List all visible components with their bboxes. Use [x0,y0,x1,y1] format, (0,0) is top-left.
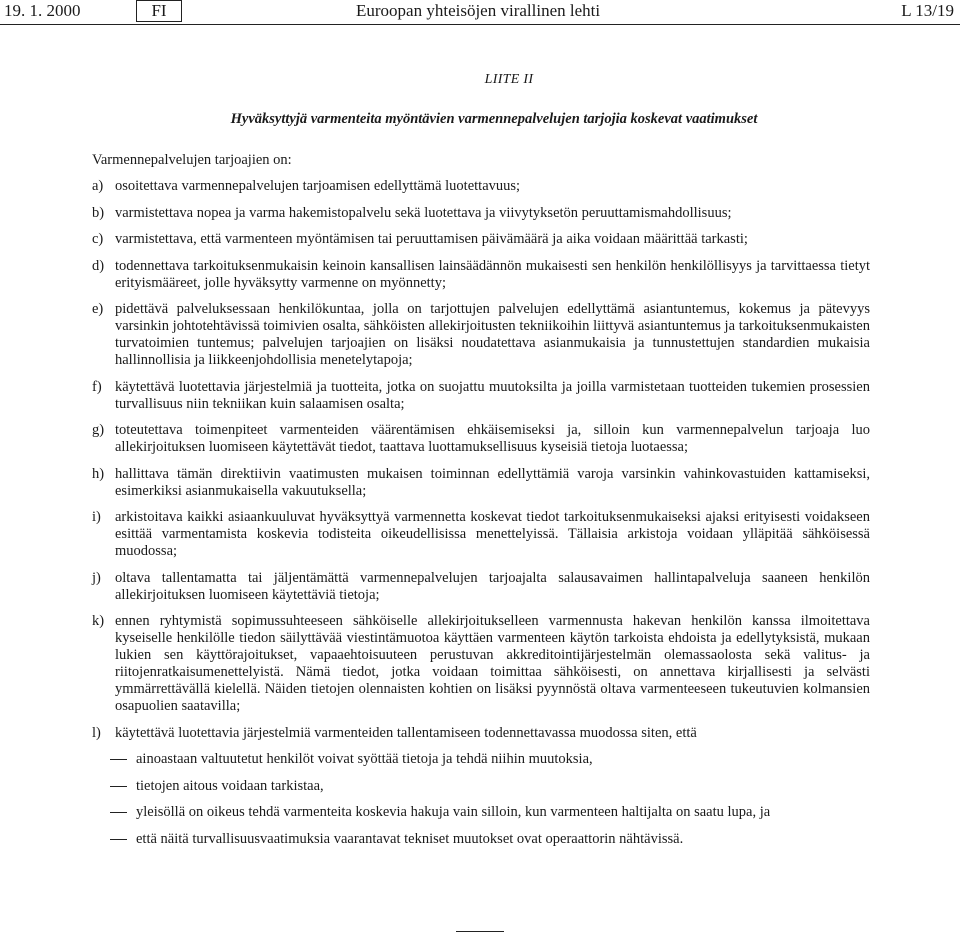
item-marker: c) [92,231,104,247]
item-text: varmistettava, että varmenteen myöntämisen tai peruuttamisen päivämäärä ja aika voidaan määrittää tarkasti; [115,231,748,247]
item-marker: g) [92,422,105,438]
item-text: oltava tallentamatta tai jäljentämättä varmennepalvelujen tarjoajalta salausavaimen hallintapalveluja saaneen henkilön allekirjoituksen luomiseen käytettäviä tietoja; [115,569,870,603]
item-marker: e) [92,301,104,317]
item-marker: h) [92,465,105,482]
item-text: arkistoitava kaikki asiaankuuluvat hyväksyttyä varmennetta koskevat tiedot tarkoituksenmukaiseksi ajaksi erityisesti voidakseen esittää varmentamista koskevia todisteita oikeudellisissa menettelyissä. Tällaisia arkistoja voidaan ylläpitää sähköisessä muodossa; [115,509,870,559]
list-item [92,231,870,248]
item-text: toteutettava toimenpiteet varmenteiden väärentämisen ehkäisemiseksi ja, silloin kun varmennepalvelun tarjoaja luo allekirjoituksen luomiseen käytettävät tiedot, taattava luottamuksellisuus kyseisiä tietoja luotaessa; [115,422,870,455]
sub-item-text: yleisöllä on oikeus tehdä varmenteita koskevia hakuja vain silloin, kun varmenteen haltijalta on saatu lupa, ja [136,804,771,820]
sub-list-item [92,831,870,848]
language-code-box: FI [136,0,182,22]
list-item [92,205,870,222]
item-marker: f) [92,378,102,395]
item-marker: k) [92,613,105,629]
item-text: ennen ryhtymistä sopimussuhteeseen sähköiselle allekirjoitukselleen varmennusta hakevan henkilön kanssa ilmoitettava kyseiselle henkilölle tiedon säilyttävää viestintämuotoa käyttäen varmenteen käytön tarkoista ehdoista ja edellytyksistä, mukaan lukien sen käyttörajoitukset, vapaaehtoisuuteen perustuvan akkreditointijärjestelmän olemassaolosta sekä valitus- ja riitojenratkaisumenettelyistä. Nämä tiedot, jotka voidaan toimittaa sähköisesti, on annettava kirjallisesti ja selvästi ymmärrettävällä kielellä. Näiden tietojen olennaisten kohtien on lisäksi pyynnöstä oltava varmenteeseen tukeutuvien kolmansien osapuolien saatavilla; [115,613,870,714]
list-item [92,301,870,369]
sub-item-text: ainoastaan valtuutetut henkilöt voivat syöttää tietoja ja tehdä niihin muutoksia, [136,751,593,767]
item-text: todennettava tarkoituksenmukaisin keinoin kansallisen lainsäädännön mukaisesti sen henkilön henkilöllisyys ja tarvittaessa tietyt erityismääreet, jolle hyväksytty varmenne on myönnetty; [115,257,870,291]
journal-title: Euroopan yhteisöjen virallinen lehti [356,1,601,20]
item-marker: b) [92,204,105,221]
requirements-list [92,178,870,857]
page-reference: L 13/19 [901,1,954,20]
end-divider [456,931,504,932]
publication-date: 19. 1. 2000 [4,1,81,20]
item-marker: l) [92,724,101,741]
sub-list-item [92,751,870,768]
item-marker: a) [92,178,104,194]
sub-list-item [92,804,870,821]
list-item [92,613,870,715]
dash-marker [110,759,127,760]
sub-item-text: tietojen aitous voidaan tarkistaa, [136,777,324,794]
list-item [92,509,870,560]
header-divider [0,24,960,25]
list-item [92,422,870,456]
item-marker: d) [92,257,105,274]
list-item [92,379,870,413]
dash-marker [110,839,127,840]
item-text: käytettävä luotettavia järjestelmiä ja tuotteita, jotka on suojattu muutoksilta ja joilla varmistetaan tuotteiden tukemien prosessien turvallisuus niin tekniikan kuin salaamisen osalta; [115,378,870,412]
list-item [92,258,870,292]
item-text: pidettävä palveluksessaan henkilökuntaa, jolla on tarjottujen palvelujen edellyttämä asiantuntemus, kokemus ja pätevyys varsinkin johtotehtävissä toimivien osalta, sähköisten allekirjoitusten tekniikoihin liittyvä asiantuntemus ja tarkoituksenmukaisten turvatoimien tuntemus; palvelujen tarjoajien on lisäksi noudatettava asianmukaisia ja tunnustettujen standardien mukaisia hallinnollisia ja liikkeenjohdollisia menetelytapoja; [115,301,870,368]
annex-label: LIITE II [484,72,534,87]
item-marker: j) [92,569,101,586]
item-text: hallittava tämän direktiivin vaatimusten mukaisen toiminnan edellyttämiä varoja varsinkin vahinkovastuiden kattamiseksi, esimerkiksi asianmukaisella vakuutuksella; [115,465,870,499]
dash-marker [110,786,127,787]
document-title: Hyväksyttyjä varmenteita myöntävien varmennepalvelujen tarjojia koskevat vaatimukset [230,111,758,127]
dash-marker [110,812,127,813]
list-item [92,725,870,742]
item-marker: i) [92,509,101,525]
item-text: varmistettava nopea ja varma hakemistopalvelu sekä luotettava ja viivytyksetön peruuttamismahdollisuus; [115,204,732,221]
item-text: osoitettava varmennepalvelujen tarjoamisen edellyttämä luotettavuus; [115,178,521,194]
sub-list-item [92,778,870,795]
list-item [92,466,870,500]
page-header [0,0,960,22]
list-item [92,570,870,604]
intro-paragraph: Varmennepalvelujen tarjoajien on: [92,152,292,168]
item-text: käytettävä luotettavia järjestelmiä varmenteiden tallentamiseen todennettavassa muodossa siten, että [115,724,697,741]
sub-item-text: että näitä turvallisuusvaatimuksia vaarantavat tekniset muutokset ovat operaattorin nähtävissä. [136,830,684,847]
list-item [92,178,870,195]
